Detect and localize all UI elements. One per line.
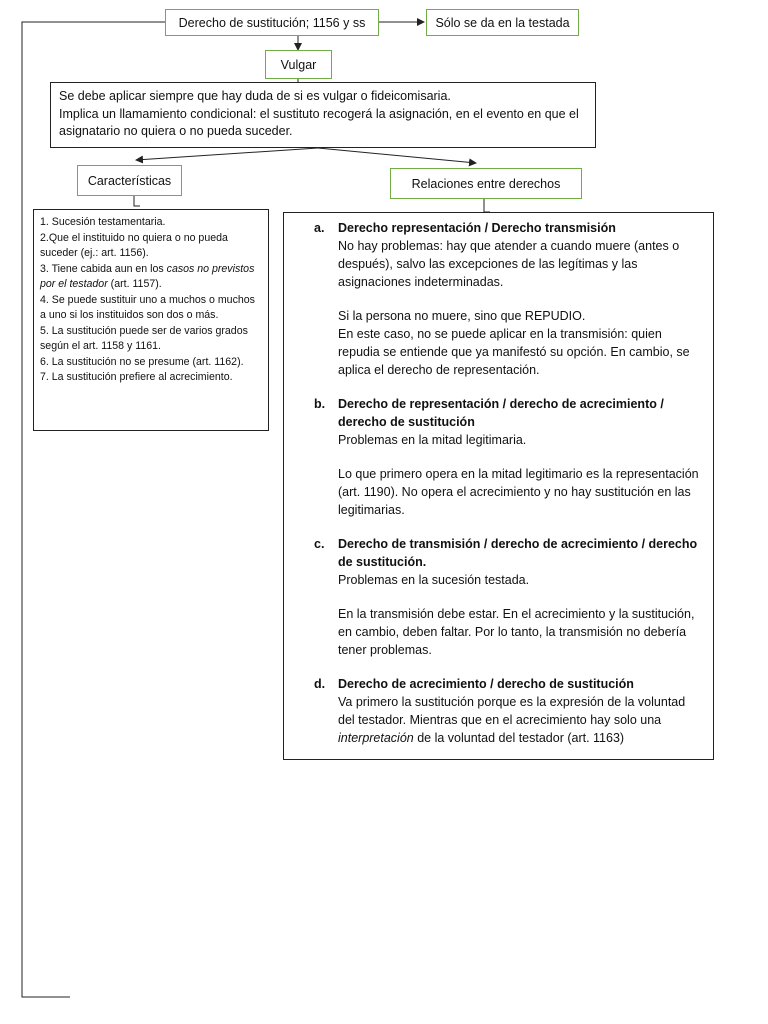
description-line-1: Se debe aplicar siempre que hay duda de si es vulgar o fideicomisaria. [59,89,451,103]
characteristics-label-box [77,165,182,196]
relation-title: Derecho de representación / derecho de acrecimiento / derecho de sustitución [338,397,664,429]
relations-box [283,212,714,760]
characteristic-italic: casos no previstos por el testador [40,262,255,290]
relation-italic: interpretación [338,731,414,745]
characteristic-item: 5. La sustitución puede ser de varios grados según el art. 1158 y 1161. [40,324,248,352]
relation-paragraph: Si la persona no muere, sino que REPUDIO. En este caso, no se puede aplicar en la transmisión: quien repudia se entiende que ya manifestó su opción. En cambio, se aplica el derecho de representación. [338,309,690,377]
characteristic-item: 7. La sustitución prefiere al acrecimiento. [40,371,233,383]
characteristic-item: 1. Sucesión testamentaria. [40,216,166,228]
characteristics-box [33,209,269,431]
relation-letter: c. [314,537,325,551]
vulgar-box [265,50,332,79]
line-characteristics [134,196,140,206]
relation-paragraph: En la transmisión debe estar. En el acrecimiento y la sustitución, en cambio, deben faltar. Por lo tanto, la transmisión no debería tener problemas. [338,607,695,657]
relation-letter: d. [314,677,326,691]
relations-label-box [390,168,582,199]
characteristic-item: 3. Tiene cabida aun en los casos no previstos por el testador (art. 1157). [40,262,255,290]
characteristic-item: 6. La sustitución no se presume (art. 1162). [40,355,244,368]
relation-item-c [314,535,703,659]
vulgar-text: Vulgar [280,57,317,72]
line-relations [484,199,490,212]
relation-paragraph: No hay problemas: hay que atender a cuando muere (antes o después), salvo las excepciones de las legítimas y las asignaciones indeterminadas. [338,239,680,289]
arrow-to-characteristics [136,148,318,160]
description-box [50,82,596,148]
relation-letter: b. [314,397,326,411]
relation-title: Derecho de transmisión / derecho de acrecimiento / derecho de sustitución. [338,537,698,569]
relations-label: Relaciones entre derechos [411,176,561,191]
relation-item-b [314,395,703,519]
relation-title: Derecho representación / Derecho transmisión [338,221,616,235]
characteristic-item: 4. Se puede sustituir uno a muchos o muchos a uno si los instituidos son dos o más. [40,293,255,321]
relation-letter: a. [314,221,325,235]
characteristics-label: Características [87,173,172,188]
side-note-text: Sólo se da en la testada [435,15,570,30]
relation-item-a [314,219,703,379]
arrow-to-relations [318,148,476,163]
relation-title: Derecho de acrecimiento / derecho de sustitución [338,677,634,691]
relation-paragraph: Problemas en la sucesión testada. [338,573,530,587]
relation-item-d [314,675,703,747]
characteristic-item: 2.Que el instituido no quiera o no pueda suceder (ej.: art. 1156). [40,231,228,259]
title-text: Derecho de sustitución; 1156 y ss [178,15,366,30]
description-line-2: Implica un llamamiento condicional: el sustituto recogerá la asignación, en el evento en que el asignatario no quiera o no pueda suceder. [59,106,579,138]
title-box [165,9,379,36]
relation-paragraph: Problemas en la mitad legitimaria. [338,433,527,447]
side-note-box [426,9,579,36]
relation-paragraph: Lo que primero opera en la mitad legitimario es la representación (art. 1190). No opera el acrecimiento y no hay sustitución en las legitimarias. [338,467,699,517]
relation-paragraph: Va primero la sustitución porque es la expresión de la voluntad del testador. Mientras que en el acrecimiento hay solo una interpretación de la voluntad del testador (art. 1163) [338,695,686,745]
